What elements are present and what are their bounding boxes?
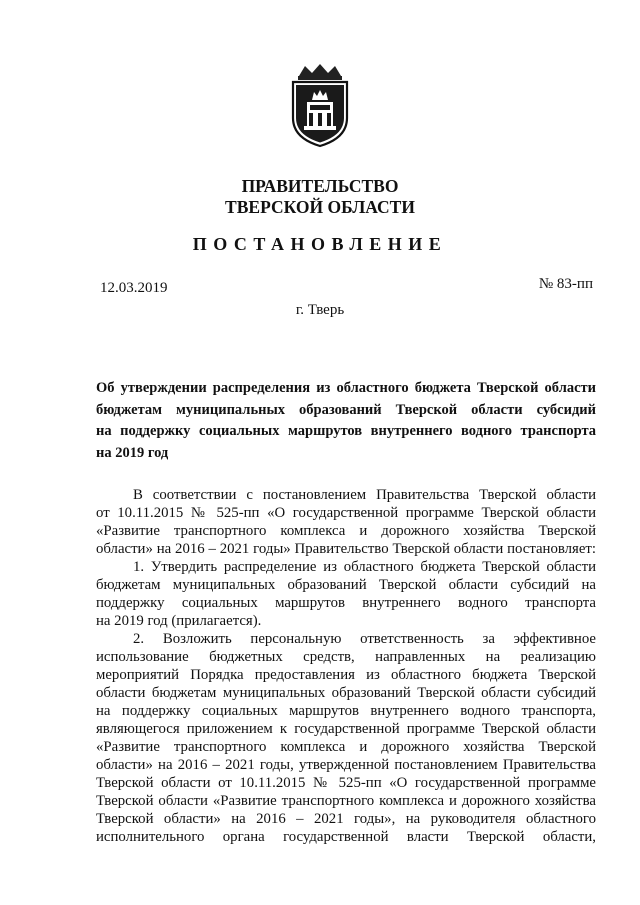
body-line: мероприятий Порядка предоставления из областного бюджета Тверской bbox=[96, 667, 596, 683]
body-line: области бюджетам муниципальных образований Тверской области субсидий bbox=[96, 685, 596, 701]
body-line: поддержку социальных маршрутов внутреннего водного транспорта bbox=[96, 595, 596, 611]
government-title: ПРАВИТЕЛЬСТВО bbox=[241, 176, 399, 196]
body-line: на поддержку социальных маршрутов внутреннего водного транспорта, bbox=[96, 703, 596, 719]
body-line: использование бюджетных средств, направленных на реализацию bbox=[96, 649, 596, 665]
body-line: являющегося приложением к государственной программе Тверской области bbox=[96, 721, 596, 737]
body-line: «Развитие транспортного комплекса и дорожного хозяйства Тверской bbox=[96, 739, 596, 755]
body-line: области» на 2016 – 2021 годы, утвержденной постановлением Правительства bbox=[96, 757, 596, 773]
body-line: Тверской области» на 2016 – 2021 годы», на руководителя областного bbox=[96, 811, 596, 827]
body-line: Тверской области от 10.11.2015 № 525-пп «О государственной программе bbox=[96, 775, 596, 791]
subject-line: на поддержку социальных маршрутов внутреннего водного транспорта bbox=[96, 423, 596, 439]
document-type: ПОСТАНОВЛЕНИЕ bbox=[192, 234, 448, 254]
document-number: № 83-пп bbox=[538, 276, 593, 292]
body-line: бюджетам муниципальных образований Тверской области субсидий на bbox=[96, 577, 596, 593]
body-line: от 10.11.2015 № 525-пп «О государственной программе Тверской области bbox=[96, 505, 596, 521]
body-line: Тверской области «Развитие транспортного комплекса и дорожного хозяйства bbox=[96, 793, 596, 809]
subject-line: Об утверждении распределения из областного бюджета Тверской области bbox=[96, 380, 596, 396]
document-body bbox=[96, 486, 596, 846]
body-line: 1. Утвердить распределение из областного бюджета Тверской области bbox=[133, 559, 596, 575]
body-line: на 2019 год (прилагается). bbox=[96, 613, 262, 629]
body-line: области» на 2016 – 2021 годы» Правительство Тверской области постановляет: bbox=[96, 541, 596, 557]
region-title: ТВЕРСКОЙ ОБЛАСТИ bbox=[225, 197, 415, 217]
subject-line: на 2019 год bbox=[96, 444, 169, 461]
document-subject bbox=[96, 378, 596, 464]
document-city: г. Тверь bbox=[295, 302, 345, 318]
body-line: «Развитие транспортного комплекса и дорожного хозяйства Тверской bbox=[96, 523, 596, 539]
body-line: 2. Возложить персональную ответственность за эффективное bbox=[133, 631, 596, 647]
body-line: В соответствии с постановлением Правительства Тверской области bbox=[133, 487, 596, 503]
tver-coat-of-arms-icon bbox=[285, 62, 355, 148]
subject-line: бюджетам муниципальных образований Тверской области субсидий bbox=[96, 401, 596, 418]
document-date: 12.03.2019 bbox=[100, 280, 168, 296]
body-line: исполнительного органа государственной власти Тверской области, bbox=[96, 829, 596, 845]
